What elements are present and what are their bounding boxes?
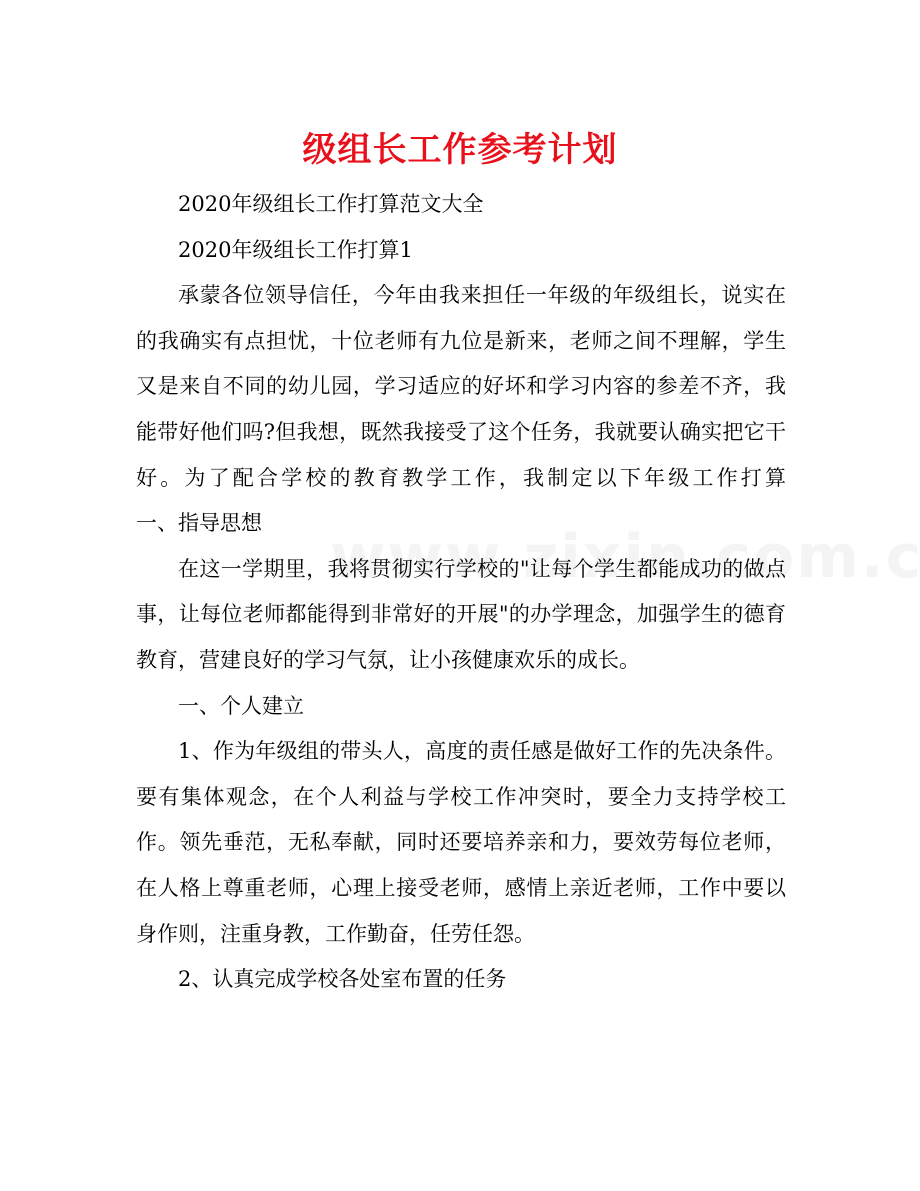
paragraph-section-heading: 2020年级组长工作打算1	[178, 237, 413, 262]
paragraph-subtitle: 2020年级组长工作打算范文大全	[178, 192, 484, 216]
paragraph-item-2: 2、认真完成学校各处室布置的任务	[178, 967, 507, 992]
paragraph-intro: 承蒙各位领导信任，今年由我来担任一年级的年级组长，说实在的我确实有点担忧，十位老师有九位是新来，老师之间不理解，学生又是来自不同的幼儿园，学习适应的好坏和学习内容的参差不齐，我能带好他们吗?但我想，既然我接受了这个任务，我就要认确实把它干好。为了配合学校的教育教学工作，我制定以下年级工作打算 一、指导思想	[136, 283, 828, 536]
document-body	[136, 182, 828, 1003]
paragraph-heading-personal: 一、个人建立	[178, 693, 304, 718]
paragraph-guiding-thought: 在这一学期里，我将贯彻实行学校的"让每个学生都能成功的做点事，让每位老师都能得到非常好的开展"的办学理念，加强学生的德育教育，营建良好的学习气氛，让小孩健康欢乐的成长。	[136, 556, 786, 672]
paragraph-item-1: 1、作为年级组的带头人，高度的责任感是做好工作的先决条件。要有集体观念，在个人利益与学校工作冲突时，要全力支持学校工作。领先垂范，无私奉献，同时还要培养亲和力，要效劳每位老师，在人格上尊重老师，心理上接受老师，感情上亲近老师，工作中要以身作则，注重身教，工作勤奋，任劳任怨。	[136, 739, 786, 946]
document-title: 级组长工作参考计划	[302, 130, 618, 170]
